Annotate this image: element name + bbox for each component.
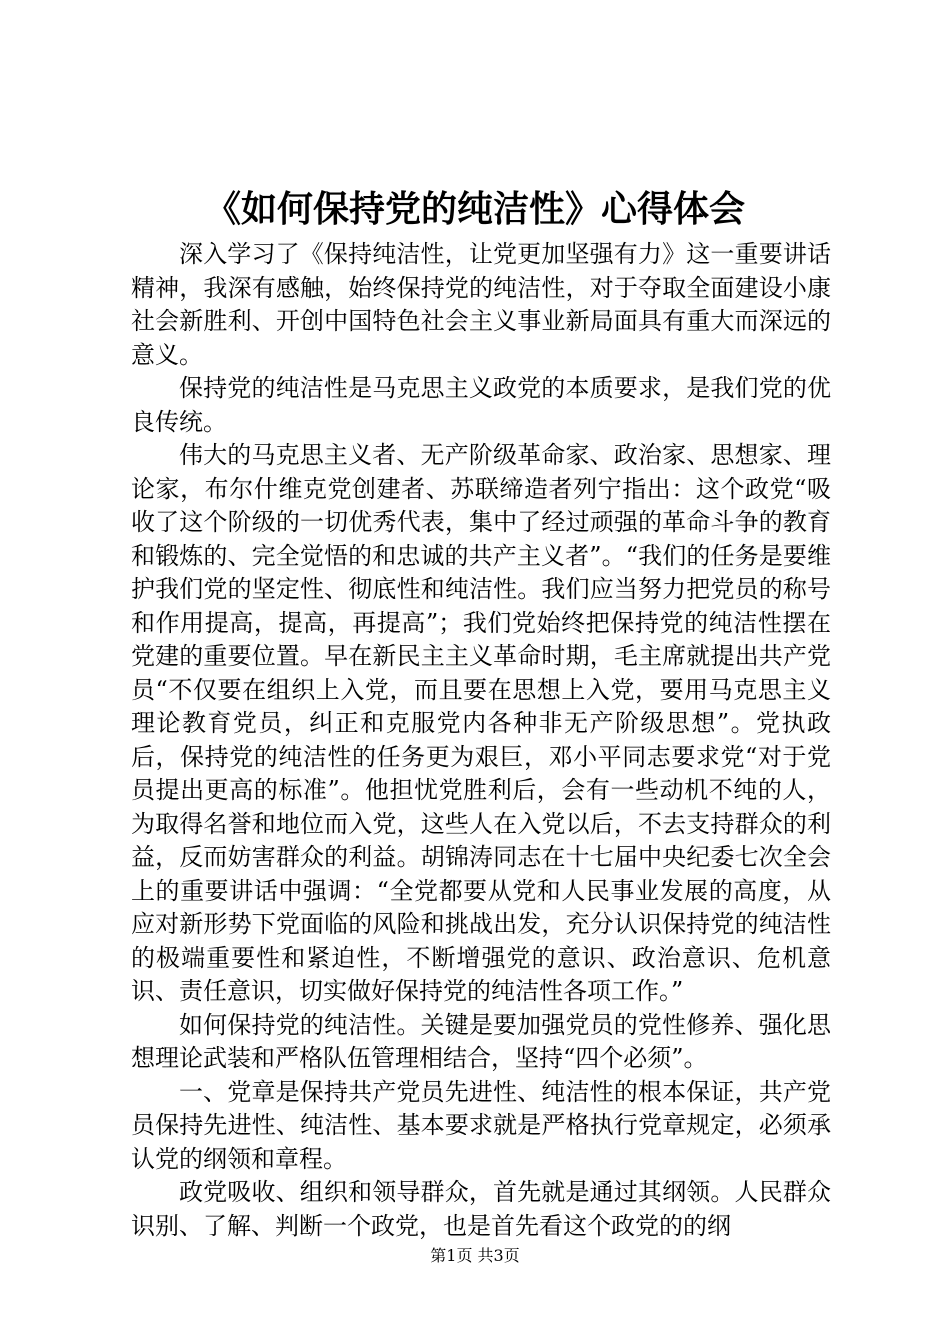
paragraph: 深入学习了《保持纯洁性，让党更加坚强有力》这一重要讲话精神，我深有感触，始终保持党的纯洁性，对于夺取全面建设小康社会新胜利、开创中国特色社会主义事业新局面具有重大而深远的意义。	[131, 240, 831, 369]
document-title: 《如何保持党的纯洁性》心得体会	[204, 188, 745, 230]
page-footer: 第1页 共3页	[430, 1246, 520, 1265]
paragraph: 伟大的马克思主义者、无产阶级革命家、政治家、思想家、理论家，布尔什维克党创建者、苏联缔造者列宁指出：这个政党“吸收了这个阶级的一切优秀代表，集中了经过顽强的革命斗争的教育和锻炼的、完全觉悟的和忠诚的共产主义者”。“我们的任务是要维护我们党的坚定性、彻底性和纯洁性。我们应当努力把党员的称号和作用提高，提高，再提高”；我们党始终把保持党的纯洁性摆在党建的重要位置。早在新民主主义革命时期，毛主席就提出共产党员“不仅要在组织上入党，而且要在思想上入党，要用马克思主义理论教育党员，纠正和克服党内各种非无产阶级思想”。党执政后，保持党的纯洁性的任务更为艰巨，邓小平同志要求党“对于党员提出更高的标准”。他担忧党胜利后，会有一些动机不纯的人，为取得名誉和地位而入党，这些人在入党以后，不去支持群众的利益，反而妨害群众的利益。胡锦涛同志在十七届中央纪委七次全会上的重要讲话中强调：“全党都要从党和人民事业发展的高度，从应对新形势下党面临的风险和挑战出发，充分认识保持党的纯洁性的极端重要性和紧迫性，不断增强党的意识、政治意识、危机意识、责任意识，切实做好保持党的纯洁性各项工作。”	[131, 441, 831, 1005]
paragraph: 保持党的纯洁性是马克思主义政党的本质要求，是我们党的优良传统。	[131, 374, 831, 436]
document-body	[131, 238, 831, 1243]
paragraph: 政党吸收、组织和领导群众，首先就是通过其纲领。人民群众识别、了解、判断一个政党，也是首先看这个政党的的纲	[131, 1178, 831, 1240]
paragraph: 如何保持党的纯洁性。关键是要加强党员的党性修养、强化思想理论武装和严格队伍管理相结合，坚持“四个必须”。	[131, 1010, 831, 1072]
paragraph: 一、党章是保持共产党员先进性、纯洁性的根本保证，共产党员保持先进性、纯洁性、基本要求就是严格执行党章规定，必须承认党的纲领和章程。	[131, 1077, 831, 1173]
